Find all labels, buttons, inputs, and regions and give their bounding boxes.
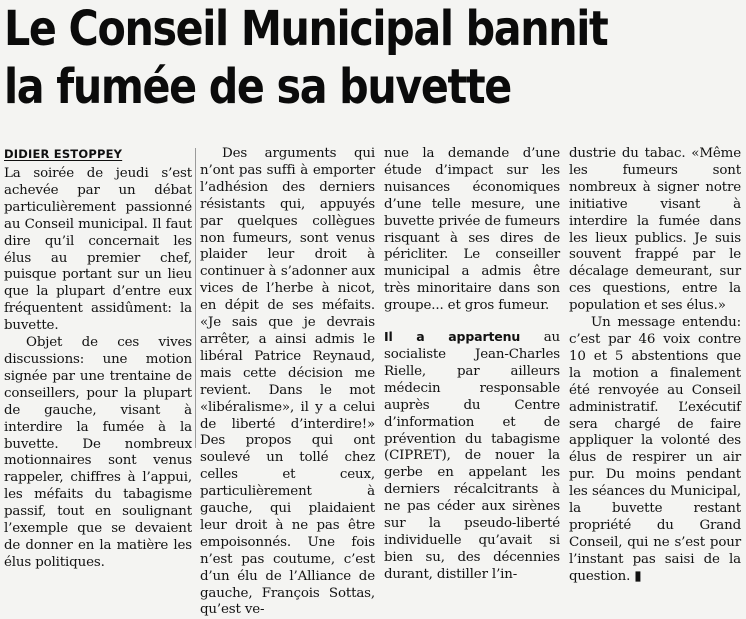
article-headline xyxy=(4,0,608,116)
article-column-1 xyxy=(4,146,192,572)
headline-line-1: Le Conseil Municipal bannit xyxy=(4,1,608,57)
paragraph-quote: dustrie du tabac. «Même les fumeurs sont nombreux à signer notre initiative visant à interdire la fumée dans les lieux publics. Je suis souvent frappé par le décalage demeurant, sur ces questions, entre la population et ses élus.» xyxy=(569,146,741,314)
headline-line-2: la fumée de sa buvette xyxy=(4,59,511,115)
paragraph-study: nue la demande d’une étude d’impact sur les nuisances économiques d’une telle mesure, une buvette privée de fumeurs risquant à ses dires de péricliter. Le conseiller municipal a admis être très minoritaire dans son groupe... et gros fumeur. xyxy=(384,146,560,314)
column-divider xyxy=(195,148,196,448)
paragraph-motion: Objet de ces vives discussions: une motion signée par une trentaine de conseillers, pour la plupart de gauche, visant à interdire la fumée à la buvette. De nombreux motionnaires sont venus rappeler, chiffres à l’appui, les méfaits du tabagisme passif, tout en soulignant l’exemple que se devaient de donner en la matière les élus politiques. xyxy=(4,335,192,570)
paragraph-rielle-body: au socialiste Jean-Charles Rielle, par ailleurs médecin responsable auprès du Centre d’information et de prévention du tabagisme (CIPRET), de nouer la gerbe en appelant les derniers récalcitrants à ne pas céder aux sirènes sur la pseudo-liberté individuelle qu’avait si bien su, des décennies durant, distiller l’in- xyxy=(384,330,560,582)
paragraph-arguments: Des arguments qui n’ont pas suffi à emporter l’adhésion des derniers résistants qui, appuyés par quelques collègues non fumeurs, sont venus plaider leur droit à continuer à s’adonner aux vices de l’herbe à nicot, en dépit de ses méfaits. «Je sais que je devrais arrêter, a ainsi admis le libéral Patrice Reynaud, mais cette décision me revient. Dans le mot «libéralisme», il y a celui de liberté d’interdire!» Des propos qui ont soulevé un tollé chez celles et ceux, particulièrement à gauche, qui plaidaient leur droit à ne pas être empoisonnés. Une fois n’est pas coutume, c’est d’un élu de l’Alliance de gauche, François Sottas, qu’est ve- xyxy=(200,146,375,618)
author-byline: DIDIER ESTOPPEY xyxy=(4,147,123,161)
paragraph-lead-in: Il a appartenu xyxy=(384,329,521,345)
paragraph-vote: Un message entendu: c’est par 46 voix contre 10 et 5 abstentions que la motion a finalement été renvoyée au Conseil administratif. L’exécutif sera chargé de faire appliquer la volonté des élus de respirer un air pur. Du moins pendant les séances du Municipal, la buvette restant propriété du Grand Conseil, qui ne s’est pour l’instant pas saisi de la question. ▮ xyxy=(569,315,741,584)
article-column-2 xyxy=(200,146,375,619)
article-column-4 xyxy=(569,146,741,586)
article-column-3 xyxy=(384,146,560,584)
paragraph-rielle xyxy=(384,329,560,584)
paragraph-intro: La soirée de jeudi s’est achevée par un débat particulièrement passionné au Conseil municipal. Il faut dire qu’il concernait les élus au premier chef, puisque portant sur un lieu que la plupart d’entre eux fréquentent assidûment: la buvette. xyxy=(4,166,192,334)
